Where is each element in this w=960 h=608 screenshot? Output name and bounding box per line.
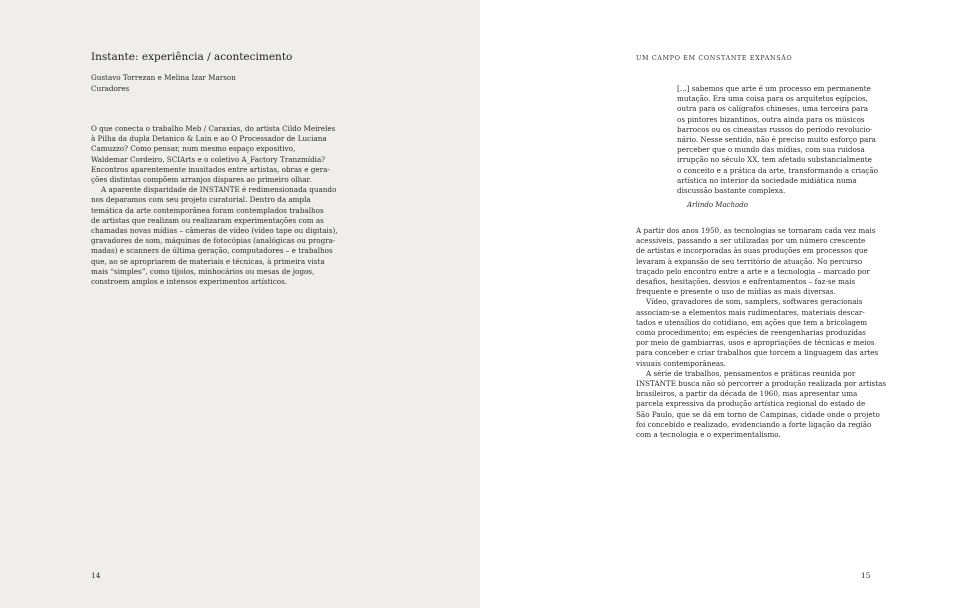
text-line: de artistas e incorporadas às suas produções em processos que xyxy=(636,246,868,256)
text-line: gravadores de som, máquinas de fotocópias (analógicas ou progra- xyxy=(91,236,336,246)
text-line: Vídeo, gravadores de som, samplers, softwares geracionais xyxy=(646,297,863,307)
text-line: constroem amplos e intensos experimentos artísticos. xyxy=(91,277,288,287)
text-line: O que conecta o trabalho Meb / Caraxias, do artista Cildo Meireles xyxy=(91,124,336,133)
text-line: INSTANTE busca não só percorrer a produção realizada por artistas xyxy=(636,379,887,389)
right-body-text xyxy=(636,226,887,440)
text-line: associam-se a elementos mais rudimentares, materiais descar- xyxy=(636,307,865,317)
page-number-left: 14 xyxy=(91,571,101,580)
text-line: chamadas novas mídias – câmeras de vídeo (vídeo tape ou digitais), xyxy=(91,226,338,236)
text-line: de artistas que realizam ou realizaram experimentações com as xyxy=(91,215,324,225)
epigraph-quote xyxy=(677,84,877,196)
text-line: temática da arte contemporânea foram contemplados trabalhos xyxy=(91,205,324,215)
text-line: mais “simples”, como tijolos, minhocários ou mesas de jogos, xyxy=(91,266,315,276)
text-line: levaram à expansão de seu território de atuação. No percurso xyxy=(636,256,863,266)
text-line: nário. Nesse sentido, não é preciso muito esforço para xyxy=(677,135,876,145)
authors-block xyxy=(91,73,236,94)
text-line: barrocos ou os cineastas russos do período revolucio- xyxy=(677,124,873,134)
text-line: tados e utensílios do cotidiano, em ações que tem a bricolagem xyxy=(636,317,868,327)
text-line: irrupção no século XX, tem afetado substancialmente xyxy=(677,155,872,165)
text-line: parcela expressiva da produção artística regional do estado de xyxy=(636,399,866,409)
text-line: os pintores bizantinos, outra ainda para os músicos xyxy=(677,114,865,124)
running-head: UM CAMPO EM CONSTANTE EXPANSÃO xyxy=(636,55,793,62)
page-number-right: 15 xyxy=(861,571,871,580)
text-line: A série de trabalhos, pensamentos e práticas reunida por xyxy=(646,368,856,378)
text-line: o conceito e a prática da arte, transformando a criação xyxy=(677,165,879,175)
text-line: Camuzzo? Como pensar, num mesmo espaço expositivo, xyxy=(91,144,296,154)
left-body-text xyxy=(91,124,338,287)
text-line: por meio de gambiarras, usos e apropriações de técnicas e meios xyxy=(636,338,875,348)
text-line: traçado pelo encontro entre a arte e a tecnologia – marcado por xyxy=(636,266,870,276)
text-line: artística no interior da sociedade midiática numa xyxy=(677,175,857,185)
text-line: mutação. Era uma coisa para os arquitetos egípcios, xyxy=(677,94,869,104)
text-line: que, ao se apropriarem de materiais e técnicas, à primeira vista xyxy=(91,256,325,266)
essay-title: Instante: experiência / acontecimento xyxy=(91,51,293,63)
text-line: A partir dos anos 1950, as tecnologias se tornaram cada vez mais xyxy=(636,226,876,235)
text-line: madas) e scanners de última geração, computadores – e trabalhos xyxy=(91,246,333,256)
text-line: Waldemar Cordeiro, SCIArts e o coletivo A_Factory Tranzmídia? xyxy=(91,154,326,164)
author-role: Curadores xyxy=(91,83,130,93)
text-line: frequente e presente o uso de mídias as mais diversas. xyxy=(636,287,836,297)
text-line: com a tecnologia e o experimentalismo. xyxy=(636,430,781,440)
text-line: brasileiros, a partir da década de 1960, mas apresentar uma xyxy=(636,389,858,399)
text-line: à Pilha da dupla Detanico & Lain e ao O Processador de Luciana xyxy=(91,134,327,144)
text-line: desafios, hesitações, desvios e enfrentamentos – faz-se mais xyxy=(636,277,856,287)
text-line: perceber que o mundo das mídias, com sua ruidosa xyxy=(677,145,865,155)
author-names: Gustavo Torrezan e Melina Izar Marson xyxy=(91,73,236,82)
epigraph-author: Arlindo Machado xyxy=(687,201,748,209)
text-line: discussão bastante complexa. xyxy=(677,186,786,196)
text-line: acessíveis, passando a ser utilizadas por um número crescente xyxy=(636,236,866,246)
text-line: Encontros aparentemente inusitados entre artistas, obras e gera- xyxy=(91,164,330,174)
text-line: como procedimento; em espécies de reengenharias produzidas xyxy=(636,328,866,338)
text-line: foi concebido e realizado, evidenciando a forte ligação da região xyxy=(636,419,872,429)
text-line: outra para os calígrafos chineses, uma terceira para xyxy=(677,104,869,114)
text-line: ções distintas compõem arranjos díspares ao primeiro olhar. xyxy=(91,175,312,185)
text-line: A aparente disparidade de INSTANTE é redimensionada quando xyxy=(101,185,337,195)
text-line: nos deparamos com seu projeto curatorial. Dentro da ampla xyxy=(91,195,311,205)
text-line: São Paulo, que se dá em torno de Campinas, cidade onde o projeto xyxy=(636,409,880,419)
text-line: [...] sabemos que arte é um processo em permanente xyxy=(677,84,871,93)
text-line: para conceber e criar trabalhos que torcem a linguagem das artes xyxy=(636,348,879,358)
text-line: visuais contemporâneas. xyxy=(636,358,726,368)
